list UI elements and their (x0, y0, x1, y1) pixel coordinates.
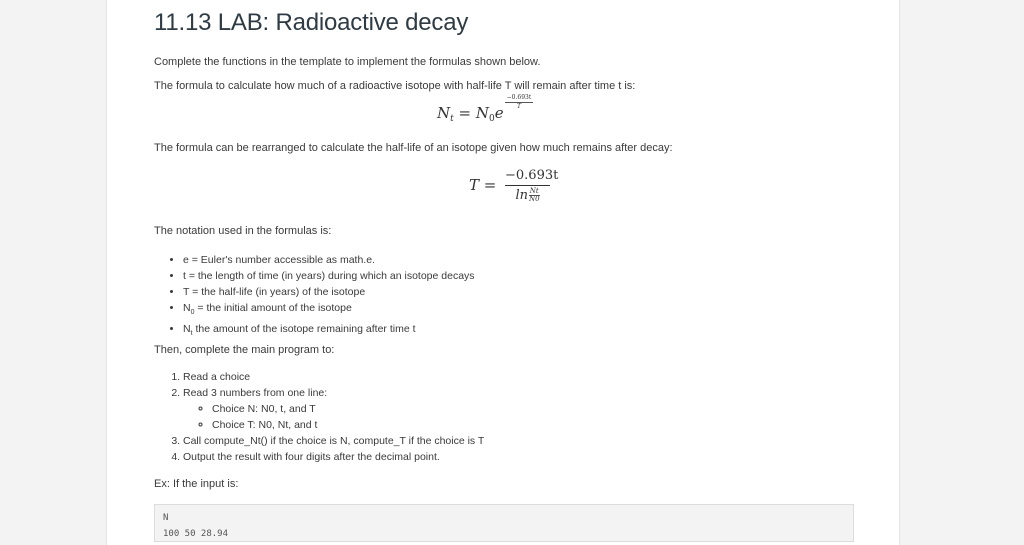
list-item: 3. Call compute_Nt() if the choice is N, compute_T if the choice is T (183, 433, 484, 449)
list-item: • t = the length of time (in years) during which an isotope decays (183, 268, 475, 284)
list-item: 1. Read a choice (183, 369, 484, 385)
page-panel (106, 0, 900, 545)
fraction-denominator (505, 186, 550, 206)
formula2-intro: The formula can be rearranged to calculate the half-life of an isotope given how much remains after decay: (154, 142, 673, 154)
steps-list (154, 369, 484, 465)
list-item (183, 300, 475, 321)
code-line: 100 50 28.94 (163, 529, 229, 539)
list-item (183, 321, 475, 342)
ratio-denominator: N0 (528, 195, 540, 203)
formula-subscript: t (450, 114, 454, 124)
intro-text: Complete the functions in the template to implement the formulas shown below. (154, 56, 541, 68)
fraction-numerator: −0.693t (505, 167, 550, 186)
formula-symbol: N (437, 104, 451, 122)
decay-formula (437, 94, 533, 124)
notation-list (154, 252, 475, 342)
code-line: N (163, 513, 169, 523)
page-title: 11.13 LAB: Radioactive decay (154, 9, 469, 36)
list-item: 4. Output the result with four digits after the decimal point. (183, 449, 484, 465)
example-intro: Ex: If the input is: (154, 478, 239, 490)
ratio-numerator: Nt (529, 187, 539, 195)
symbol: N (183, 323, 191, 336)
formula-symbol: N (475, 104, 490, 122)
exponent-denominator: T (516, 103, 521, 110)
definition: = the initial amount of the isotope (194, 302, 352, 314)
formula1-intro: The formula to calculate how much of a radioactive isotope with half-life T will remain after time t is: (154, 80, 636, 92)
ratio-fraction (529, 188, 540, 203)
subscript: 0 (190, 309, 195, 317)
step-text: Read 3 numbers from one line: (183, 387, 328, 399)
formula-equals: = (458, 104, 472, 122)
main-intro: Then, complete the main program to: (154, 344, 335, 356)
formula-fraction (505, 167, 559, 206)
ln-label: ln (515, 188, 528, 203)
list-item: ◦ Choice T: N0, Nt, and t (212, 417, 484, 433)
list-item (183, 385, 484, 433)
formula-e: e (494, 104, 504, 122)
notation-intro: The notation used in the formulas is: (154, 225, 332, 237)
symbol: N (183, 302, 191, 314)
formula-lhs: T = (469, 176, 497, 194)
list-item: ◦ Choice N: N0, t, and T (212, 401, 484, 417)
formula-subscript: 0 (489, 114, 495, 124)
list-item: • e = Euler's number accessible as math.e. (183, 252, 475, 268)
formula-exponent (505, 94, 534, 111)
exponent-numerator: −0.693t (506, 94, 532, 101)
list-item: • T = the half-life (in years) of the isotope (183, 284, 475, 300)
substeps-list (183, 401, 484, 433)
example-input-block (154, 504, 854, 542)
definition: the amount of the isotope remaining after time t (192, 323, 416, 336)
subscript: t (190, 330, 193, 338)
